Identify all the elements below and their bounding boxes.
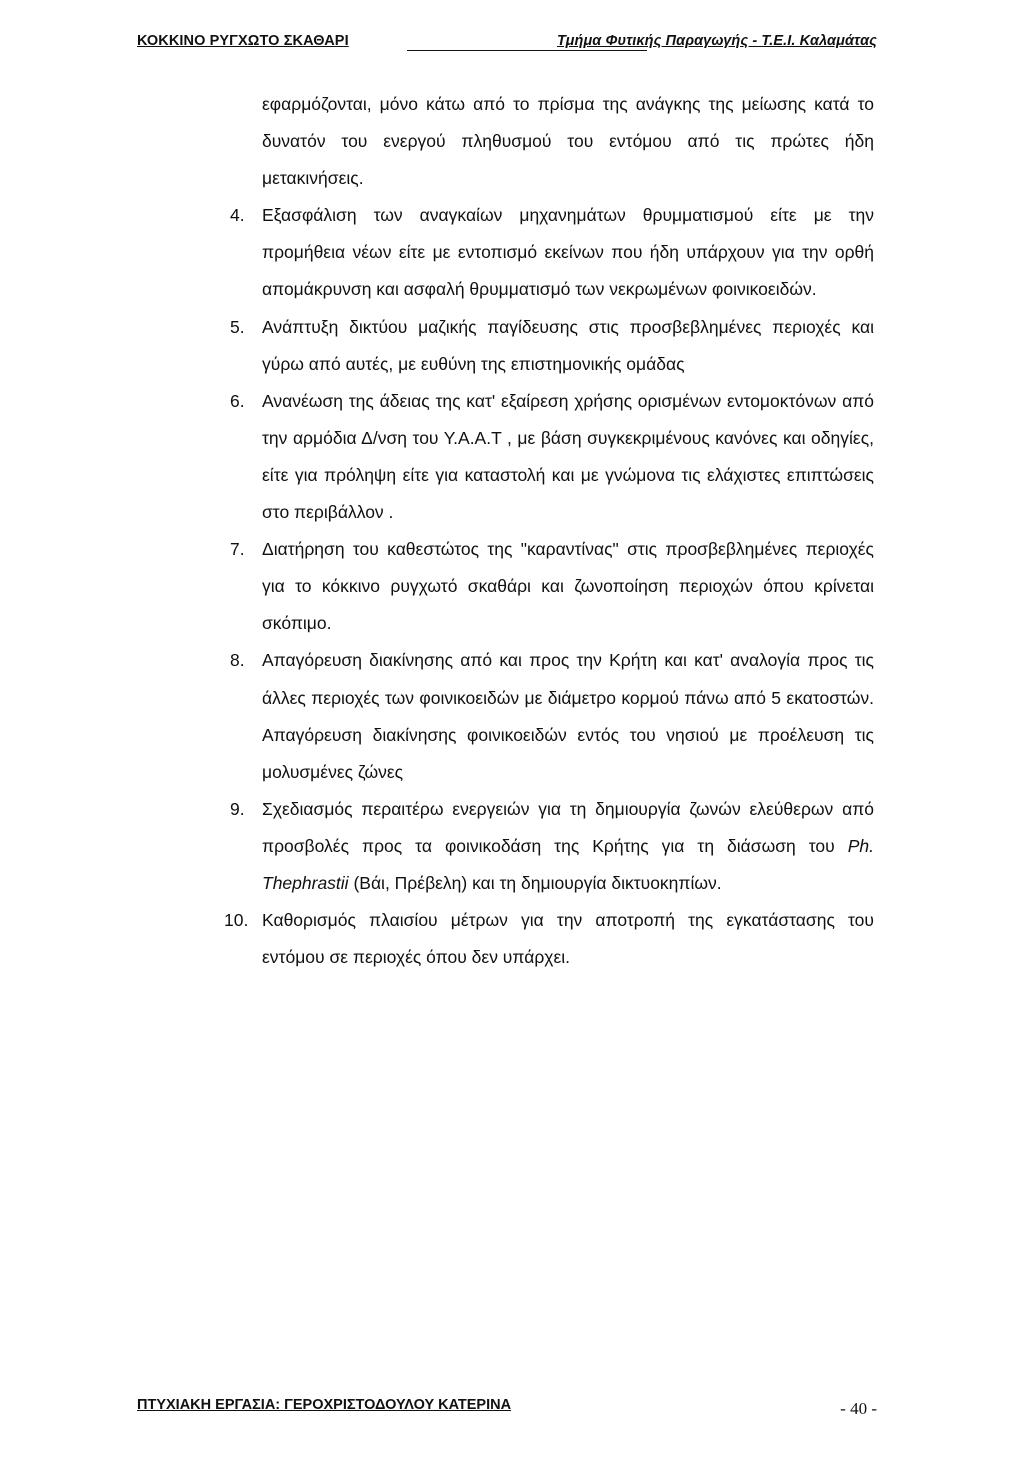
header-rule <box>407 50 647 51</box>
list-item-number: 7. <box>230 539 245 560</box>
list-item-number: 10. <box>224 910 249 931</box>
list-item <box>230 791 874 902</box>
list-item-text: Ανάπτυξη δικτύου μαζικής παγίδευσης στις προσβεβλημένες περιοχές και γύρω από αυτές, με ευθύνη της επιστημονικής ομάδας <box>262 316 874 374</box>
footer-author: ΠΤΥΧΙΑΚΗ ΕΡΓΑΣΙΑ: ΓΕΡΟΧΡΙΣΤΟΔΟΥΛΟΥ ΚΑΤΕΡΙΝΑ <box>137 1397 512 1413</box>
list-item-text: Ανανέωση της άδειας της κατ' εξαίρεση χρήσης ορισμένων εντομοκτόνων από την αρμόδια Δ/νση του Υ.Α.Α.Τ , με βάση συγκεκριμένους κανόνες και οδηγίες, είτε για πρόληψη είτε για καταστολή και με γνώμονα τις ελάχιστες επιπτώσεις στο περιβάλλον . <box>262 390 874 523</box>
species-name: Ph. Thephrastii <box>262 835 874 893</box>
list-item <box>230 309 874 383</box>
list-item-number: 4. <box>230 205 245 226</box>
list-item-text: Διατήρηση του καθεστώτος της "καραντίνας" στις προσβεβλημένες περιοχές για το κόκκινο ρυγχωτό σκαθάρι και ζωνοποίηση περιοχών όπου κρίνεται σκόπιμο. <box>262 539 874 634</box>
header-department: Τμήμα Φυτικής Παραγωγής - Τ.Ε.Ι. Καλαμάτας <box>556 33 877 49</box>
page-footer <box>137 1397 877 1427</box>
list-item <box>230 383 874 531</box>
list-item <box>230 197 874 308</box>
list-item <box>224 902 874 976</box>
list-item-text <box>262 791 874 902</box>
list-item-number: 6. <box>230 390 245 411</box>
list-item <box>230 642 874 790</box>
list-item-number: 5. <box>230 316 245 337</box>
page-number: - 40 - <box>840 1399 877 1418</box>
body-text <box>224 86 874 976</box>
list-item-number: 8. <box>230 650 245 671</box>
list-item-number: 9. <box>230 798 245 819</box>
page-header <box>137 33 877 55</box>
list-item-text: Καθορισμός πλαισίου μέτρων για την αποτροπή της εγκατάστασης του εντόμου σε περιοχές όπου δεν υπάρχει. <box>262 910 874 968</box>
list-item-text-part: Σχεδιασμός περαιτέρω ενεργειών για τη δημιουργία ζωνών ελεύθερων από προσβολές προς τα φοινικοδάση της Κρήτης για τη διάσωση του <box>262 798 874 856</box>
list-item-text: Απαγόρευση διακίνησης από και προς την Κρήτη και κατ' αναλογία προς τις άλλες περιοχές των φοινικοειδών με διάμετρο κορμού πάνω από 5 εκατοστών. Απαγόρευση διακίνησης φοινικοειδών εντός του νησιού με προέλευση τις μολυσμένες ζώνες <box>262 650 874 782</box>
list-item-text-part: (Βάι, Πρέβελη) και τη δημιουργία δικτυοκηπίων. <box>348 872 722 893</box>
list-item <box>230 531 874 642</box>
list-item-text: Εξασφάλιση των αναγκαίων μηχανημάτων θρυμματισμού είτε με την προμήθεια νέων είτε με εντοπισμό εκείνων που ήδη υπάρχουν για την ορθή απομάκρυνση και ασφαλή θρυμματισμό των νεκρωμένων φοινικοειδών. <box>262 205 874 300</box>
header-title: ΚΟΚΚΙΝΟ ΡΥΓΧΩΤΟ ΣΚΑΘΑΡΙ <box>137 33 349 49</box>
intro-paragraph: εφαρμόζονται, μόνο κάτω από το πρίσμα της ανάγκης της μείωσης κατά το δυνατόν του ενεργού πληθυσμού του εντόμου από τις πρώτες ήδη μετακινήσεις. <box>262 94 874 189</box>
